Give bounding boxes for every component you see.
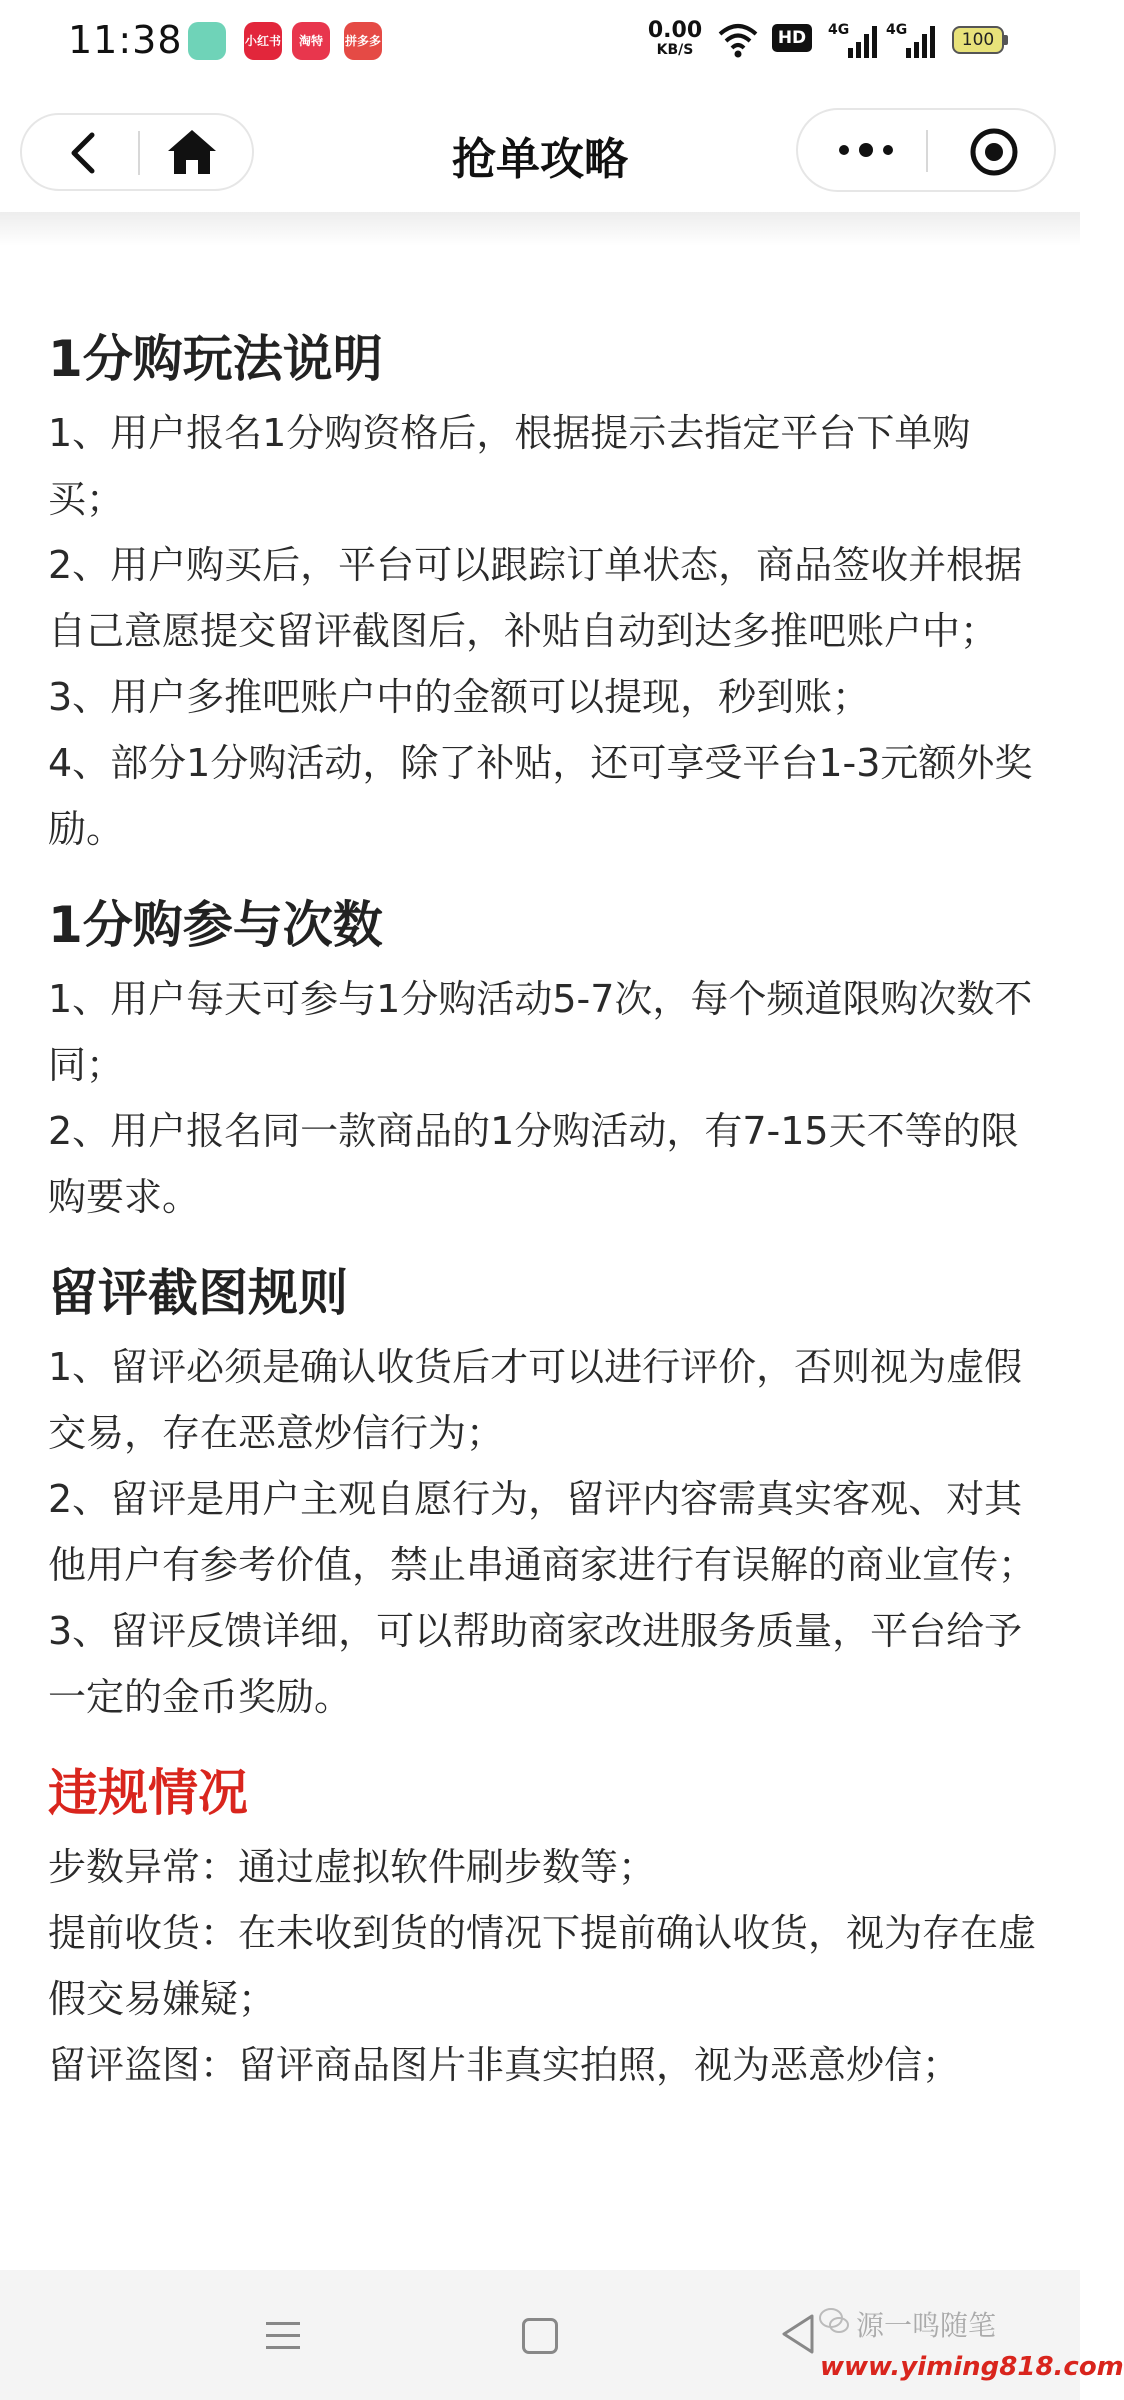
section-review-rules bbox=[48, 1254, 1038, 1730]
home-icon[interactable] bbox=[164, 127, 220, 177]
section-paragraph: 1、留评必须是确认收货后才可以进行评价，否则视为虚假交易，存在恶意炒信行为； bbox=[48, 1345, 1023, 1455]
section-title: 1分购玩法说明 bbox=[48, 330, 383, 388]
section-title: 1分购参与次数 bbox=[48, 896, 383, 954]
nav-right-capsule bbox=[796, 108, 1056, 192]
watermark-text: 源一鸣随笔 bbox=[856, 2309, 997, 2342]
xiaohongshu-icon bbox=[244, 22, 282, 60]
system-home-icon[interactable] bbox=[522, 2318, 558, 2354]
network-speed bbox=[640, 20, 710, 58]
nav-left-capsule bbox=[20, 113, 254, 191]
signal-icon-sim1 bbox=[828, 20, 878, 60]
taote-label: 淘特 bbox=[298, 34, 323, 48]
section-title-violations: 违规情况 bbox=[48, 1764, 248, 1822]
section-paragraph: 1、用户每天可参与1分购活动5-7次，每个频道限购次数不同； bbox=[48, 977, 1033, 1087]
close-target-icon[interactable] bbox=[968, 126, 1020, 178]
section-paragraph: 2、用户购买后，平台可以跟踪订单状态，商品签收并根据自己意愿提交留评截图后，补贴自动到达多推吧账户中； bbox=[48, 543, 1023, 653]
section-paragraph: 步数异常：通过虚拟软件刷步数等； bbox=[48, 1845, 657, 1889]
section-title: 留评截图规则 bbox=[48, 1264, 348, 1322]
battery-icon bbox=[952, 26, 1004, 54]
status-time: 11:38 bbox=[68, 18, 183, 62]
article-content bbox=[48, 320, 1038, 2122]
section-paragraph: 3、留评反馈详细，可以帮助商家改进服务质量，平台给予一定的金币奖励。 bbox=[48, 1609, 1023, 1719]
section-rules bbox=[48, 320, 1038, 862]
section-participation-count bbox=[48, 886, 1038, 1230]
back-arrow-icon[interactable] bbox=[64, 131, 104, 175]
capsule-divider bbox=[926, 130, 928, 172]
section-violations bbox=[48, 1754, 1038, 2098]
watermark-url: www.yiming818.com bbox=[820, 2352, 1124, 2382]
section-paragraph: 2、用户报名同一款商品的1分购活动，有7-15天不等的限购要求。 bbox=[48, 1109, 1019, 1219]
network-speed-value: 0.00 bbox=[647, 18, 703, 43]
network-speed-unit: KB/S bbox=[656, 42, 694, 58]
battery-level: 100 bbox=[961, 30, 995, 50]
signal-label-sim1: 4G bbox=[828, 22, 850, 38]
signal-label-sim2: 4G bbox=[886, 22, 908, 38]
wifi-icon bbox=[716, 20, 760, 60]
xiaohongshu-label: 小红书 bbox=[244, 34, 281, 48]
taote-icon bbox=[292, 22, 330, 60]
section-paragraph: 3、用户多推吧账户中的金额可以提现，秒到账； bbox=[48, 675, 871, 719]
page-title: 抢单攻略 bbox=[452, 134, 628, 185]
section-paragraph: 2、留评是用户主观自愿行为，留评内容需真实客观、对其他用户有参考价值，禁止串通商家进行有误解的商业宣传； bbox=[48, 1477, 1037, 1587]
capsule-divider bbox=[138, 131, 140, 175]
system-back-icon[interactable] bbox=[780, 2312, 816, 2356]
section-paragraph: 提前收货：在未收到货的情况下提前确认收货，视为存在虚假交易嫌疑； bbox=[48, 1911, 1037, 2021]
notification-app-icon bbox=[188, 22, 226, 60]
watermark bbox=[856, 2304, 996, 2344]
more-dots-icon[interactable] bbox=[834, 138, 898, 162]
hd-voice-icon: HD bbox=[772, 24, 812, 52]
nav-bar bbox=[0, 95, 1080, 205]
signal-icon-sim2 bbox=[886, 20, 936, 60]
section-paragraph: 4、部分1分购活动，除了补贴，还可享受平台1-3元额外奖励。 bbox=[48, 741, 1033, 851]
section-paragraph: 1、用户报名1分购资格后，根据提示去指定平台下单购买； bbox=[48, 411, 971, 521]
system-nav-bar bbox=[0, 2270, 1124, 2400]
header-shadow bbox=[0, 212, 1080, 246]
pinduoduo-icon bbox=[344, 22, 382, 60]
section-paragraph: 留评盗图：留评商品图片非真实拍照，视为恶意炒信； bbox=[48, 2043, 961, 2087]
recent-apps-icon[interactable] bbox=[264, 2316, 302, 2356]
wechat-icon bbox=[818, 2306, 850, 2336]
status-bar bbox=[0, 0, 1080, 80]
pinduoduo-label: 拼多多 bbox=[344, 34, 381, 48]
